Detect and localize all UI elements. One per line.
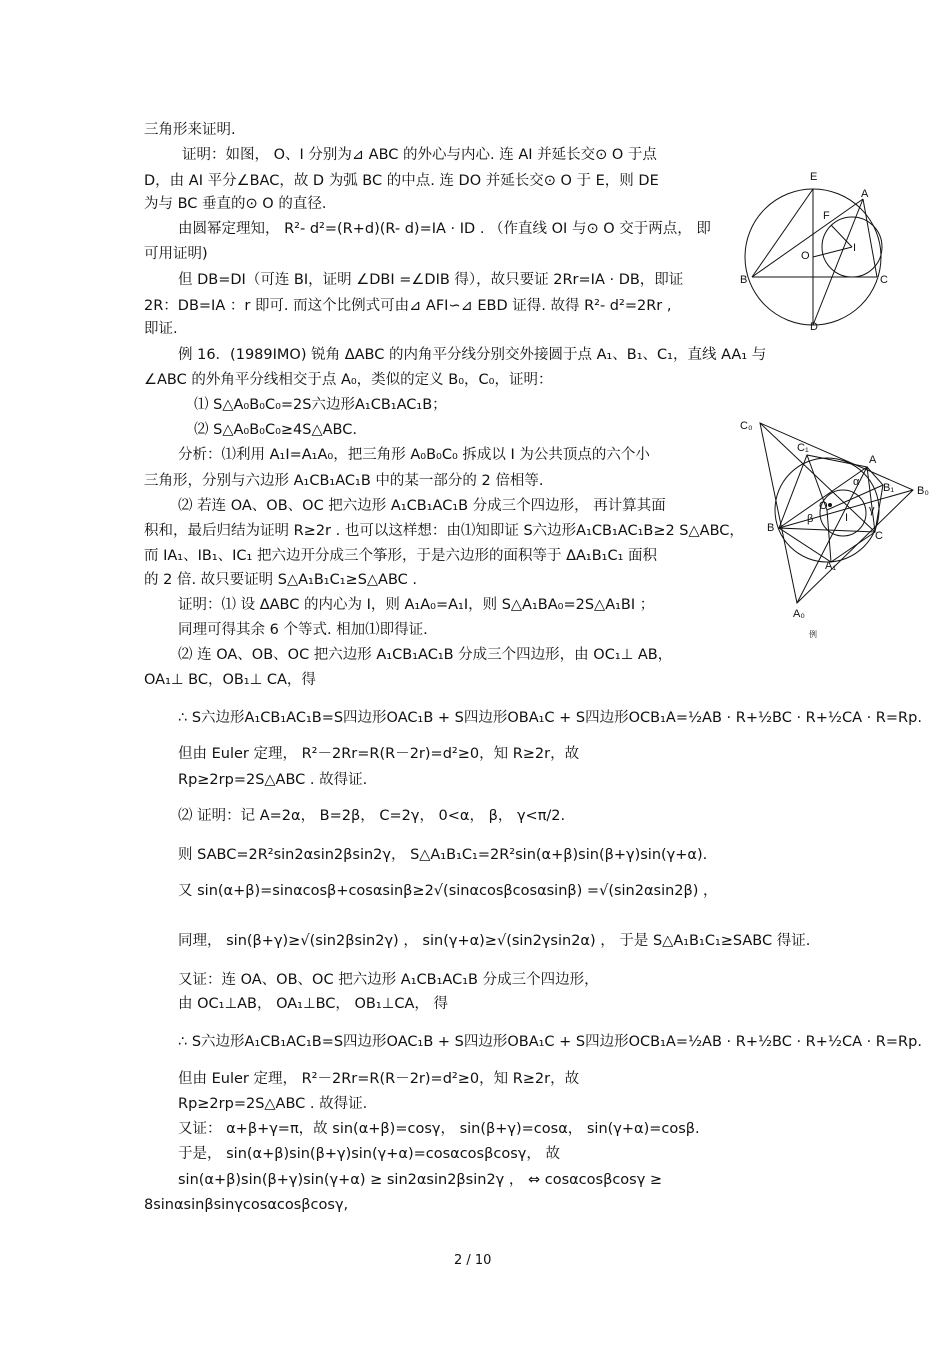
text-line: 则 SABC=2R²sin2αsin2βsin2γ， S△A₁B₁C₁=2R²sin(α+β)sin(β+γ)sin(γ+α). [178, 847, 708, 863]
text-line: ⑵ 若连 OA、OB、OC 把六边形 A₁CB₁AC₁B 分成三个四边形， 再计算其面 [178, 498, 666, 514]
label-i: I [845, 512, 849, 524]
text-line: 但由 Euler 定理， R²－2Rr=R(R－2r)=d²≥0，知 R≥2r，故 [178, 746, 580, 762]
text-line: OA₁⊥ BC，OB₁⊥ CA，得 [144, 672, 316, 688]
text-line: sin(α+β)sin(β+γ)sin(γ+α) ≥ sin2αsin2βsin2γ ， ⇔ cosαcosβcosγ ≥ [178, 1172, 663, 1188]
text-line: 由 OC₁⊥AB， OA₁⊥BC， OB₁⊥CA， 得 [178, 996, 448, 1012]
text-line: 同理可得其余 6 个等式. 相加⑴即得证. [178, 622, 428, 638]
text-line: 又证：连 OA、OB、OC 把六边形 A₁CB₁AC₁B 分成三个四边形， [178, 972, 599, 988]
text-line: 三角形来证明. [144, 122, 236, 138]
text-line: 可用证明) [144, 246, 208, 262]
triangle-a0b0c0 [760, 423, 913, 603]
text-line: 例 16．(1989IMO) 锐角 ΔABC 的内角平分线分别交外接圆于点 A₁、B₁、C₁，直线 AA₁ 与 [178, 347, 767, 363]
line-oa1 [827, 510, 831, 562]
text-line: 的 2 倍. 故只要证明 S△A₁B₁C₁≥S△ABC . [144, 572, 418, 588]
text-line: ⑵ 证明：记 A=2α， B=2β， C=2γ， 0<α， β， γ<π/2. [178, 808, 566, 824]
text-line: ⑴ S△A₀B₀C₀=2S六边形A₁CB₁AC₁B； [194, 397, 447, 413]
side-ac [863, 199, 877, 277]
text-line: 但 DB=DI（可连 BI，证明 ∠DBI =∠DIB 得），故只要证 2Rr=IA · DB，即证 [178, 272, 684, 288]
side-ab [752, 199, 863, 277]
label-alpha: α [853, 476, 860, 488]
label-beta: β [807, 513, 814, 525]
label-c: C [880, 274, 888, 286]
label-e: E [810, 171, 818, 183]
text-line: 于是， sin(α+β)sin(β+γ)sin(γ+α)=cosαcosβcosγ， 故 [178, 1146, 560, 1162]
text-line: 为与 BC 垂直的⊙ O 的直径. [144, 196, 327, 212]
label-b0: B₀ [917, 485, 929, 497]
text-line: 又证： α+β+γ=π，故 sin(α+β)=cosγ， sin(β+γ)=cosα， sin(γ+α)=cosβ. [178, 1121, 700, 1137]
segment-ad [813, 199, 863, 325]
segment-ai [813, 247, 852, 257]
text-line: 8sinαsinβsinγcosαcosβcosγ, [144, 1197, 349, 1213]
label-c0: C₀ [740, 420, 753, 432]
label-a: A [869, 454, 877, 466]
text-line: 同理， sin(β+γ)≥√(sin2βsin2γ) ， sin(γ+α)≥√(sin2γsin2α) ， 于是 S△A₁B₁C₁≥SABC 得证. [178, 933, 811, 949]
label-gamma: γ [869, 504, 875, 516]
point-o [828, 503, 832, 507]
text-line: 证明：如图， O、I 分别为⊿ ABC 的外心与内心. 连 AI 并延长交⊙ O 于点 [182, 147, 657, 163]
label-a0: A₀ [793, 608, 805, 620]
label-d: D [810, 321, 818, 333]
text-line: 积和，最后归结为证明 R≥2r . 也可以这样想：由⑴知即证 S六边形A₁CB₁AC₁B≥2 S△ABC， [144, 523, 744, 539]
text-line: ⑵ S△A₀B₀C₀≥4S△ABC. [194, 422, 357, 438]
text-line: ⑵ 连 OA、OB、OC 把六边形 A₁CB₁AC₁B 分成三个四边形，由 OC₁⊥ AB， [178, 647, 673, 663]
figure-circle-incircle [735, 165, 900, 335]
label-c: C [875, 530, 883, 542]
label-b: B [740, 274, 748, 286]
text-line: 即证. [144, 321, 178, 337]
figure-triangle-a0b0c0 [735, 415, 940, 645]
text-line: 而 IA₁、IB₁、IC₁ 把六边开分成三个筝形，于是六边形的面积等于 ΔA₁B₁C₁ 面积 [144, 548, 658, 564]
text-line: 由圆幂定理知， R²- d²=(R+d)(R- d)=IA · ID . （作直线 OI 与⊙ O 交于两点， 即 [178, 221, 711, 237]
label-b: B [767, 522, 775, 534]
text-line: ∠ABC 的外角平分线相交于点 A₀，类似的定义 B₀，C₀，证明： [144, 372, 553, 388]
text-line: ∴ S六边形A₁CB₁AC₁B=S四边形OAC₁B + S四边形OBA₁C + S四边形OCB₁A=½AB · R+½BC · R+½CA · R=Rp. [178, 1034, 922, 1050]
label-a: A [861, 188, 869, 200]
figure-caption: 例 [809, 630, 817, 639]
segment-eb [752, 189, 813, 277]
text-line: ∴ S六边形A₁CB₁AC₁B=S四边形OAC₁B + S四边形OBA₁C + S四边形OCB₁A=½AB · R+½BC · R+½CA · R=Rp. [178, 710, 922, 726]
text-line: Rp≥2rp=2S△ABC . 故得证. [178, 772, 368, 788]
label-o: O [801, 250, 810, 262]
text-line: 三角形，分别与六边形 A₁CB₁AC₁B 中的某一部分的 2 倍相等. [144, 473, 544, 489]
text-line: 又 sin(α+β)=sinαcosβ+cosαsinβ≥2√(sinαcosβcosαsinβ) =√(sin2αsin2β) ， [178, 883, 718, 899]
label-b1: B₁ [883, 482, 895, 494]
label-i: I [853, 242, 857, 254]
label-f: F [823, 210, 830, 222]
text-line: 证明：⑴ 设 ΔABC 的内心为 I，则 A₁A₀=A₁I，则 S△A₁BA₀=2S△A₁BI ； [178, 597, 655, 613]
text-line: Rp≥2rp=2S△ABC . 故得证. [178, 1096, 368, 1112]
label-o: O [819, 500, 828, 512]
text-line: 但由 Euler 定理， R²－2Rr=R(R－2r)=d²≥0，知 R≥2r，故 [178, 1071, 580, 1087]
text-line: 2R：DB=IA ：r 即可. 而这个比例式可由⊿ AFI∽⊿ EBD 证得. 故得 R²- d²=2Rr , [144, 298, 672, 314]
page-number: 2 / 10 [454, 1253, 492, 1268]
label-a1: A₁ [825, 560, 837, 572]
text-line: D，由 AI 平分∠BAC，故 D 为弧 BC 的中点. 连 DO 并延长交⊙ O 于 E，则 DE [144, 173, 659, 189]
text-line: 分析：⑴利用 A₁I=A₁A₀，把三角形 A₀B₀C₀ 拆成以 I 为公共顶点的六个小 [178, 447, 650, 463]
label-c1: C₁ [797, 442, 809, 454]
